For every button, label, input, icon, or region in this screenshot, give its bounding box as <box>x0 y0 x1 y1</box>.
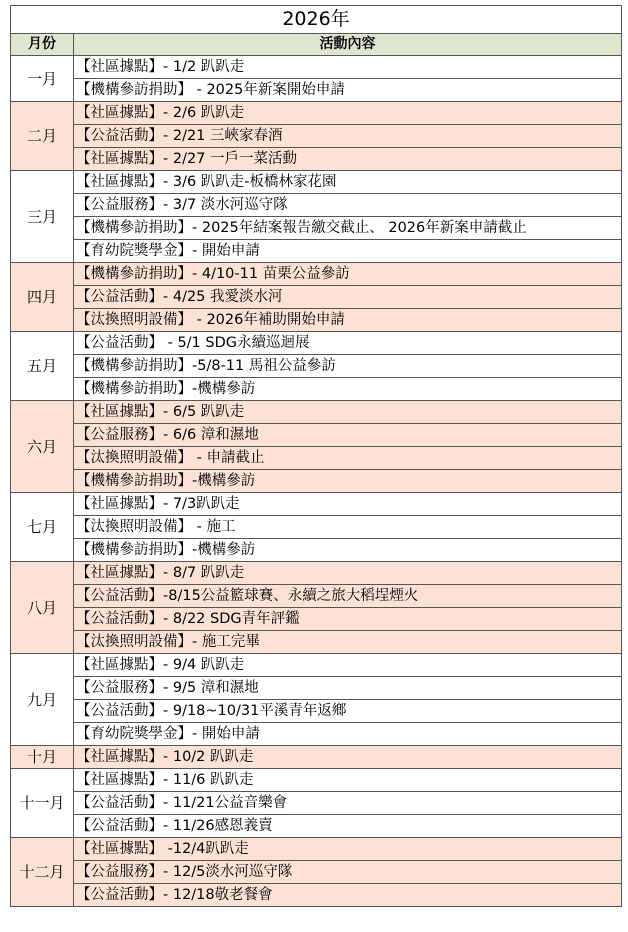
activity-row <box>11 56 622 79</box>
activity-row <box>11 79 622 102</box>
activity-row <box>11 309 622 332</box>
month-cell: 三月 <box>11 171 74 263</box>
activity-cell: 【社區據點】- 2/27 一戶一菜活動 <box>74 148 622 171</box>
activity-cell: 【公益活動】- 2/21 三峽家春酒 <box>74 125 622 148</box>
activity-row <box>11 654 622 677</box>
activity-row <box>11 792 622 815</box>
activity-row <box>11 723 622 746</box>
activity-row <box>11 861 622 884</box>
activity-row <box>11 378 622 401</box>
activity-cell: 【育幼院獎學金】- 開始申請 <box>74 240 622 263</box>
activity-cell: 【社區據點】- 6/5 趴趴走 <box>74 401 622 424</box>
activity-row <box>11 263 622 286</box>
schedule-table <box>10 5 622 907</box>
activity-cell: 【公益活動】- 9/18~10/31平溪青年返鄉 <box>74 700 622 723</box>
activity-row <box>11 539 622 562</box>
month-cell: 十一月 <box>11 769 74 838</box>
activity-row <box>11 700 622 723</box>
month-cell: 八月 <box>11 562 74 654</box>
activity-cell: 【社區據點】- 2/6 趴趴走 <box>74 102 622 125</box>
activity-cell: 【社區據點】- 1/2 趴趴走 <box>74 56 622 79</box>
activity-row <box>11 401 622 424</box>
month-cell: 二月 <box>11 102 74 171</box>
activity-row <box>11 424 622 447</box>
activity-row <box>11 332 622 355</box>
activity-cell: 【汰換照明設備】- 施工完畢 <box>74 631 622 654</box>
activity-cell: 【社區據點】- 9/4 趴趴走 <box>74 654 622 677</box>
activity-cell: 【汰換照明設備】 - 2026年補助開始申請 <box>74 309 622 332</box>
activity-row <box>11 884 622 907</box>
activity-cell: 【公益活動】 - 5/1 SDG永續巡迴展 <box>74 332 622 355</box>
activity-cell: 【公益活動】-8/15公益籃球賽、永續之旅大稻埕煙火 <box>74 585 622 608</box>
activity-cell: 【公益活動】- 11/26感恩義賣 <box>74 815 622 838</box>
month-cell: 十月 <box>11 746 74 769</box>
activity-row <box>11 447 622 470</box>
activity-cell: 【機構參訪捐助】-5/8-11 馬祖公益參訪 <box>74 355 622 378</box>
activity-cell: 【公益服務】- 12/5淡水河巡守隊 <box>74 861 622 884</box>
activity-row <box>11 746 622 769</box>
activity-cell: 【公益服務】- 9/5 漳和濕地 <box>74 677 622 700</box>
activity-row <box>11 769 622 792</box>
activity-cell: 【公益活動】- 11/21公益音樂會 <box>74 792 622 815</box>
activity-row <box>11 815 622 838</box>
month-cell: 五月 <box>11 332 74 401</box>
activity-cell: 【機構參訪捐助】- 4/10-11 苗栗公益參訪 <box>74 263 622 286</box>
activity-row <box>11 171 622 194</box>
activity-row <box>11 562 622 585</box>
activity-row <box>11 355 622 378</box>
activity-cell: 【汰換照明設備】 - 申請截止 <box>74 447 622 470</box>
month-column-header: 月份 <box>11 34 74 56</box>
activity-row <box>11 194 622 217</box>
month-cell: 一月 <box>11 56 74 102</box>
activity-cell: 【公益活動】- 8/22 SDG青年評鑑 <box>74 608 622 631</box>
activity-cell: 【機構參訪捐助】 - 2025年新案開始申請 <box>74 79 622 102</box>
activity-cell: 【機構參訪捐助】-機構參訪 <box>74 539 622 562</box>
activity-cell: 【社區據點】- 7/3趴趴走 <box>74 493 622 516</box>
activity-row <box>11 125 622 148</box>
activity-cell: 【社區據點】 -12/4趴趴走 <box>74 838 622 861</box>
activity-cell: 【社區據點】- 11/6 趴趴走 <box>74 769 622 792</box>
schedule-sheet <box>10 5 621 907</box>
activity-cell: 【社區據點】- 10/2 趴趴走 <box>74 746 622 769</box>
activity-cell: 【社區據點】- 3/6 趴趴走-板橋林家花園 <box>74 171 622 194</box>
activity-cell: 【育幼院獎學金】- 開始申請 <box>74 723 622 746</box>
activity-row <box>11 631 622 654</box>
month-cell: 九月 <box>11 654 74 746</box>
activity-row <box>11 585 622 608</box>
activity-row <box>11 838 622 861</box>
activity-row <box>11 286 622 309</box>
activity-cell: 【機構參訪捐助】-機構參訪 <box>74 470 622 493</box>
activity-row <box>11 677 622 700</box>
activity-row <box>11 148 622 171</box>
month-cell: 六月 <box>11 401 74 493</box>
header-row <box>11 34 622 56</box>
activity-cell: 【公益活動】- 4/25 我愛淡水河 <box>74 286 622 309</box>
activity-row <box>11 217 622 240</box>
activity-cell: 【社區據點】- 8/7 趴趴走 <box>74 562 622 585</box>
activity-cell: 【公益服務】- 3/7 淡水河巡守隊 <box>74 194 622 217</box>
activity-row <box>11 608 622 631</box>
month-cell: 十二月 <box>11 838 74 907</box>
activity-row <box>11 493 622 516</box>
activity-cell: 【機構參訪捐助】-機構參訪 <box>74 378 622 401</box>
schedule-body <box>11 56 622 907</box>
activity-row <box>11 240 622 263</box>
activity-row <box>11 102 622 125</box>
activity-cell: 【公益活動】- 12/18敬老餐會 <box>74 884 622 907</box>
activity-row <box>11 470 622 493</box>
activity-cell: 【公益服務】- 6/6 漳和濕地 <box>74 424 622 447</box>
sheet-title: 2026年 <box>11 6 622 34</box>
month-cell: 七月 <box>11 493 74 562</box>
activity-cell: 【汰換照明設備】 - 施工 <box>74 516 622 539</box>
content-column-header: 活動內容 <box>74 34 622 56</box>
month-cell: 四月 <box>11 263 74 332</box>
activity-row <box>11 516 622 539</box>
activity-cell: 【機構參訪捐助】- 2025年結案報告繳交截止、 2026年新案申請截止 <box>74 217 622 240</box>
